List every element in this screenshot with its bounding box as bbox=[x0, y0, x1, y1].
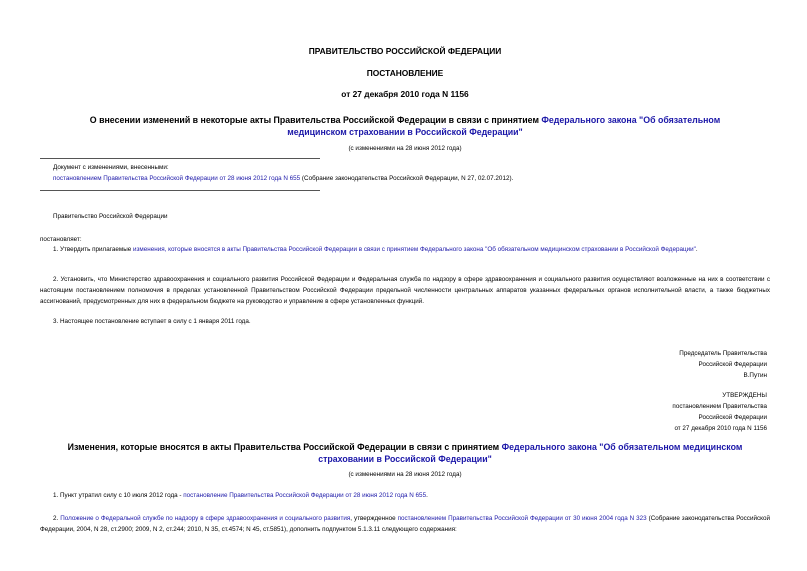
intro-text: Правительство Российской Федерации bbox=[53, 213, 168, 220]
doc-type-heading: ПОСТАНОВЛЕНИЕ bbox=[366, 68, 444, 78]
item1-prefix: 1. Пункт утратил силу с 10 июля 2012 года - bbox=[53, 492, 184, 499]
approved-line2: постановлением Правительства bbox=[672, 403, 767, 410]
paragraph-1 bbox=[40, 244, 770, 255]
approved-line3: Российской Федерации bbox=[698, 414, 767, 421]
item2-mid: , утвержденное bbox=[350, 515, 398, 522]
approved-line1: УТВЕРЖДЕНЫ bbox=[722, 392, 767, 399]
divider-bottom bbox=[40, 190, 320, 191]
regulation-link[interactable]: Положение о Федеральной службе по надзору в сфере здравоохранения и социального развития bbox=[60, 515, 351, 522]
federal-law-link[interactable]: Федерального закона "Об обязательном медицинском страховании в Российской Федерации" bbox=[287, 115, 721, 137]
changes-box-suffix: (Собрание законодательства Российской Федерации, N 27, 02.07.2012). bbox=[300, 175, 514, 182]
government-heading: ПРАВИТЕЛЬСТВО РОССИЙСКОЙ ФЕДЕРАЦИИ bbox=[308, 46, 502, 56]
date-number-heading: от 27 декабря 2010 года N 1156 bbox=[341, 89, 469, 99]
changes-title bbox=[60, 441, 750, 465]
amended-note: (с изменениями на 28 июня 2012 года) bbox=[348, 145, 462, 152]
item1-decree-link[interactable]: постановление Правительства Российской Федерации от 28 июня 2012 года N 655 bbox=[183, 492, 427, 499]
decree-323-link[interactable]: постановлением Правительства Российской Федерации от 30 июня 2004 года N 323 bbox=[397, 515, 647, 522]
signature-name: В.Путин bbox=[743, 372, 767, 379]
approved-changes-link[interactable]: изменения, которые вносятся в акты Правительства Российской Федерации в связи с принятием Федерального закона "Об обязательном медицинском страховании в Российской Федерации" bbox=[133, 246, 696, 253]
signature-line1: Председатель Правительства bbox=[679, 350, 767, 357]
amendment-decree-link[interactable]: постановлением Правительства Российской Федерации от 28 июня 2012 года N 655 bbox=[53, 175, 301, 182]
document-title bbox=[60, 114, 750, 138]
item2-num: 2. bbox=[53, 515, 61, 522]
changes-title-prefix: Изменения, которые вносятся в акты Правительства Российской Федерации в связи с принятием bbox=[67, 442, 502, 452]
item-1 bbox=[40, 490, 770, 501]
decrees-text: постановляет: bbox=[40, 236, 82, 243]
paragraph-3: 3. Настоящее постановление вступает в силу с 1 января 2011 года. bbox=[53, 318, 251, 325]
changes-amended-note: (с изменениями на 28 июня 2012 года) bbox=[348, 471, 462, 478]
approved-line4: от 27 декабря 2010 года N 1156 bbox=[674, 425, 767, 432]
changes-box-line2 bbox=[53, 173, 773, 184]
changes-box-line1: Документ с изменениями, внесенными: bbox=[53, 164, 169, 171]
title-prefix: О внесении изменений в некоторые акты Правительства Российской Федерации в связи с принятием bbox=[89, 115, 542, 125]
paragraph-2: 2. Установить, что Министерство здравоохранения и социального развития Российской Федерации и Федеральная служба по надзору в сфере здравоохранения и социального развития осуществляют возложенные на них в соответствии с настоящим постановлением полномочия в пределах установленной Правительством Российской Федерации предельной численности центральных аппаратов указанных федеральных органов исполнительной власти, а также бюджетных ассигнований, предусмотренных для них в федеральном бюджете на руководство и управление в сфере установленных функций. bbox=[40, 276, 770, 306]
signature-line2: Российской Федерации bbox=[698, 361, 767, 368]
item2-suffix: (Собрание законодательства Российской Федерации, 2004, N 28, ст.2900; 2009, N 2, ст.244; 2010, N 35, ст.4574; N 45, ст.5851), дополнить подпунктом 5.1.3.11 следующего содержания: bbox=[40, 515, 770, 534]
item1-suffix: . bbox=[426, 492, 428, 499]
p1-suffix: . bbox=[695, 246, 698, 253]
divider-top bbox=[40, 158, 320, 159]
p1-prefix: 1. Утвердить прилагаемые bbox=[53, 246, 133, 253]
changes-federal-law-link[interactable]: Федерального закона "Об обязательном медицинском страховании в Российской Федерации" bbox=[318, 442, 743, 464]
item-2 bbox=[40, 513, 770, 535]
